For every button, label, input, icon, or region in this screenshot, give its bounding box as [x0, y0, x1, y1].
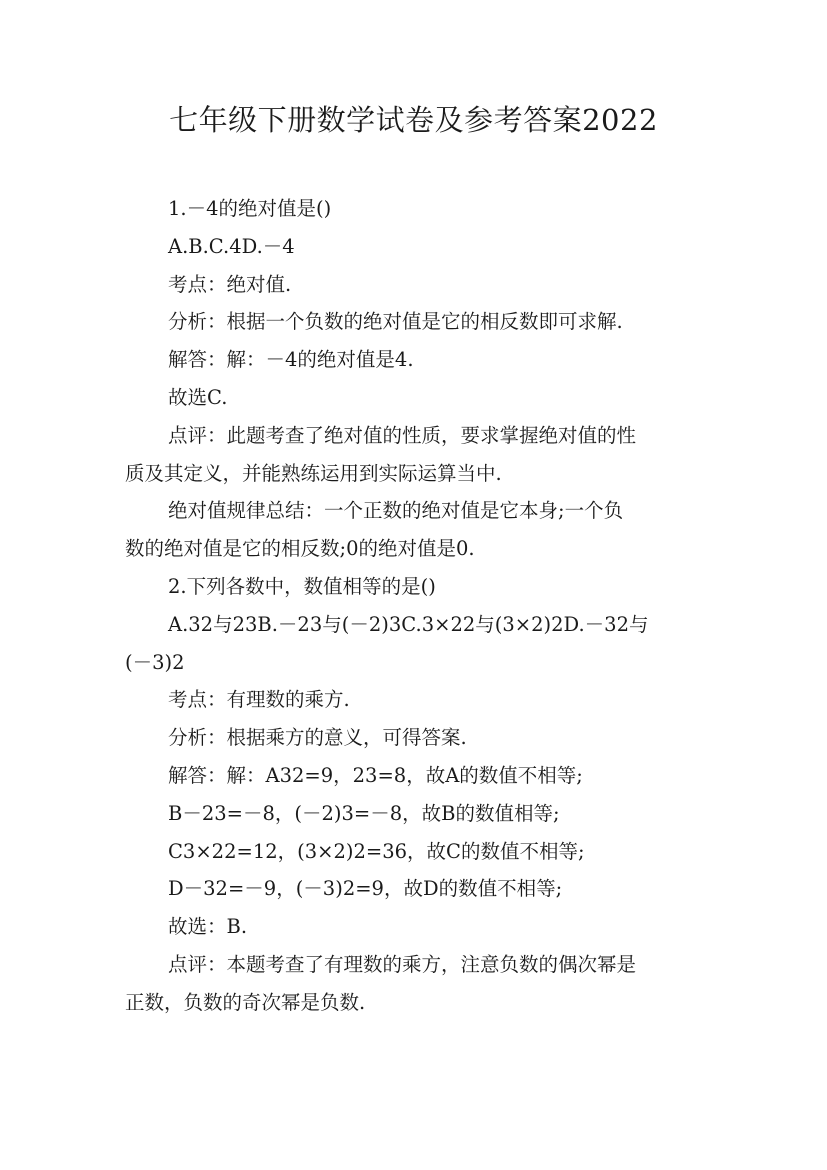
text-line: 点评：此题考查了绝对值的性质，要求掌握绝对值的性 — [168, 423, 637, 447]
text-line: 解答：解：－4的绝对值是4. — [168, 348, 414, 372]
text-line: 质及其定义，并能熟练运用到实际运算当中. — [125, 461, 502, 485]
text-line: 故选：B. — [168, 915, 248, 939]
text-line: 分析：根据乘方的意义，可得答案. — [168, 726, 467, 750]
text-line: 考点：绝对值. — [168, 272, 292, 296]
document-body — [125, 190, 705, 1022]
text-line: 考点：有理数的乘方. — [168, 688, 350, 712]
text-line: 正数，负数的奇次幂是负数. — [125, 990, 366, 1014]
text-line: A.B.C.4D.－4 — [168, 234, 295, 258]
text-line: C3×22=12，(3×2)2=36，故C的数值不相等; — [168, 839, 585, 863]
text-line: B－23=－8，(－2)3=－8，故B的数值相等; — [168, 801, 560, 825]
text-line: 2.下列各数中，数值相等的是() — [168, 574, 436, 598]
text-line: 点评：本题考查了有理数的乘方，注意负数的偶次幂是 — [168, 952, 637, 976]
text-line: 1.－4的绝对值是() — [168, 197, 332, 220]
text-line: A.32与23B.－23与(－2)3C.3×22与(3×2)2D.－32与 — [168, 612, 649, 636]
text-line: 绝对值规律总结：一个正数的绝对值是它本身;一个负 — [168, 499, 624, 523]
text-line: 数的绝对值是它的相反数;0的绝对值是0. — [125, 537, 475, 561]
text-line: (－3)2 — [125, 650, 185, 674]
text-line: 分析：根据一个负数的绝对值是它的相反数即可求解. — [168, 310, 623, 334]
text-line: 故选C. — [168, 385, 228, 409]
text-line: D－32=－9，(－3)2=9，故D的数值不相等; — [168, 877, 563, 901]
document-title: 七年级下册数学试卷及参考答案2022 — [169, 103, 658, 137]
text-line: 解答：解：A32=9，23=8，故A的数值不相等; — [168, 763, 583, 787]
